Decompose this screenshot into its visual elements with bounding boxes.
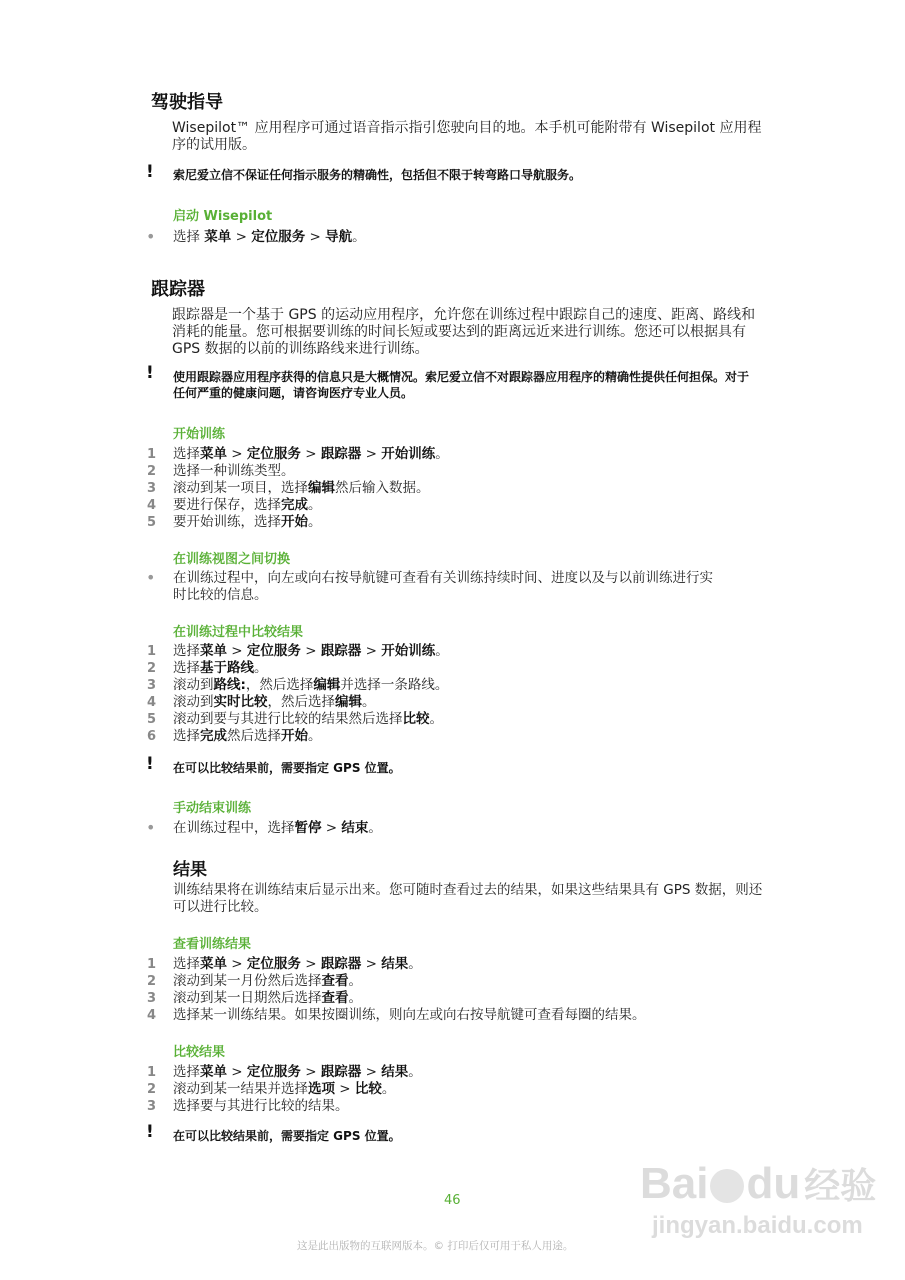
step-number: 5 bbox=[147, 712, 157, 727]
baidu-watermark-url: jingyan.baidu.com bbox=[652, 1212, 863, 1239]
warning-icon: ! bbox=[146, 363, 154, 383]
compare-step-5: 滚动到要与其进行比较的结果然后选择比较。 bbox=[173, 711, 443, 727]
start-training-step-3: 滚动到某一项目，选择编辑然后输入数据。 bbox=[173, 480, 430, 496]
compare-results-step-1: 选择菜单 > 定位服务 > 跟踪器 > 结果。 bbox=[173, 1064, 422, 1080]
compare-results-step-2: 滚动到某一结果并选择选项 > 比较。 bbox=[173, 1081, 396, 1097]
start-training-step-1: 选择菜单 > 定位服务 > 跟踪器 > 开始训练。 bbox=[173, 446, 449, 462]
step-number: 4 bbox=[147, 695, 157, 710]
compare-results-warning: 在可以比较结果前，需要指定 GPS 位置。 bbox=[173, 1129, 401, 1143]
step-number: 1 bbox=[147, 1065, 157, 1080]
view-results-step-3: 滚动到某一日期然后选择查看。 bbox=[173, 990, 362, 1006]
step-number: 3 bbox=[147, 481, 157, 496]
driving-paragraph: Wisepilot™ 应用程序可通过语音指示指引您驶向目的地。本手机可能附带有 Wisepilot 应用程序的试用版。 bbox=[172, 120, 762, 153]
compare-step-6: 选择完成然后选择开始。 bbox=[173, 728, 322, 744]
step-number: 2 bbox=[147, 974, 157, 989]
switch-views-heading: 在训练视图之间切换 bbox=[173, 552, 291, 567]
warning-icon: ! bbox=[146, 1122, 154, 1142]
compare-warning: 在可以比较结果前，需要指定 GPS 位置。 bbox=[173, 761, 401, 775]
step-number: 2 bbox=[147, 1082, 157, 1097]
bullet-icon: • bbox=[146, 818, 156, 837]
compare-step-3: 滚动到路线:，然后选择编辑并选择一条路线。 bbox=[173, 677, 449, 693]
compare-step-1: 选择菜单 > 定位服务 > 跟踪器 > 开始训练。 bbox=[173, 643, 449, 659]
bullet-icon: • bbox=[146, 227, 156, 246]
compare-step-2: 选择基于路线。 bbox=[173, 660, 268, 676]
results-paragraph: 训练结果将在训练结束后显示出来。您可随时查看过去的结果，如果这些结果具有 GPS 数据，则还可以进行比较。 bbox=[173, 882, 763, 915]
baidu-watermark-logo: Bai du 经验 bbox=[640, 1159, 877, 1208]
tracker-warning: 使用跟踪器应用程序获得的信息只是大概情况。索尼爱立信不对跟踪器应用程序的精确性提供任何担保。对于任何严重的健康问题，请咨询医疗专业人员。 bbox=[173, 370, 750, 400]
warning-icon: ! bbox=[146, 754, 154, 774]
view-results-step-2: 滚动到某一月份然后选择查看。 bbox=[173, 973, 362, 989]
compare-during-training-heading: 在训练过程中比较结果 bbox=[173, 625, 304, 640]
compare-results-heading: 比较结果 bbox=[173, 1045, 226, 1060]
view-results-step-4: 选择某一训练结果。如果按圈训练，则向左或向右按导航键可查看每圈的结果。 bbox=[173, 1007, 646, 1023]
section-title-results: 结果 bbox=[173, 860, 207, 880]
compare-step-4: 滚动到实时比较，然后选择编辑。 bbox=[173, 694, 376, 710]
start-training-step-4: 要进行保存，选择完成。 bbox=[173, 497, 322, 513]
bullet-icon: • bbox=[146, 568, 156, 587]
step-number: 3 bbox=[147, 678, 157, 693]
step-number: 1 bbox=[147, 447, 157, 462]
manual-end-step: 在训练过程中，选择暂停 > 结束。 bbox=[173, 820, 382, 836]
tracker-paragraph: 跟踪器是一个基于 GPS 的运动应用程序，允许您在训练过程中跟踪自己的速度、距离、路线和消耗的能量。您可根据要训练的时间长短或要达到的距离远近来进行训练。您还可以根据具有 GPS 数据的以前的训练路线来进行训练。 bbox=[172, 307, 756, 357]
step-number: 3 bbox=[147, 991, 157, 1006]
paw-icon bbox=[710, 1169, 744, 1203]
section-title-driving: 驾驶指导 bbox=[151, 92, 223, 113]
step-number: 5 bbox=[147, 515, 157, 530]
start-wisepilot-step: 选择 菜单 > 定位服务 > 导航。 bbox=[173, 229, 366, 245]
step-number: 3 bbox=[147, 1099, 157, 1114]
start-training-step-2: 选择一种训练类型。 bbox=[173, 463, 295, 479]
view-results-step-1: 选择菜单 > 定位服务 > 跟踪器 > 结果。 bbox=[173, 956, 422, 972]
copyright-notice: 这是此出版物的互联网版本。© 打印后仅可用于私人用途。 bbox=[297, 1240, 574, 1252]
step-number: 2 bbox=[147, 661, 157, 676]
step-number: 6 bbox=[147, 729, 157, 744]
start-wisepilot-heading: 启动 Wisepilot bbox=[173, 209, 273, 224]
warning-icon: ! bbox=[146, 162, 154, 182]
step-number: 2 bbox=[147, 464, 157, 479]
manual-end-heading: 手动结束训练 bbox=[173, 801, 252, 816]
step-number: 4 bbox=[147, 498, 157, 513]
step-number: 4 bbox=[147, 1008, 157, 1023]
driving-warning: 索尼爱立信不保证任何指示服务的精确性，包括但不限于转弯路口导航服务。 bbox=[173, 168, 582, 182]
switch-views-text: 在训练过程中，向左或向右按导航键可查看有关训练持续时间、进度以及与以前训练进行实时比较的信息。 bbox=[173, 570, 713, 603]
start-training-step-5: 要开始训练，选择开始。 bbox=[173, 514, 322, 530]
start-training-heading: 开始训练 bbox=[173, 427, 226, 442]
step-number: 1 bbox=[147, 957, 157, 972]
step-number: 1 bbox=[147, 644, 157, 659]
section-title-tracker: 跟踪器 bbox=[151, 279, 205, 300]
view-results-heading: 查看训练结果 bbox=[173, 937, 252, 952]
compare-results-step-3: 选择要与其进行比较的结果。 bbox=[173, 1098, 349, 1114]
page-number: 46 bbox=[444, 1193, 461, 1208]
